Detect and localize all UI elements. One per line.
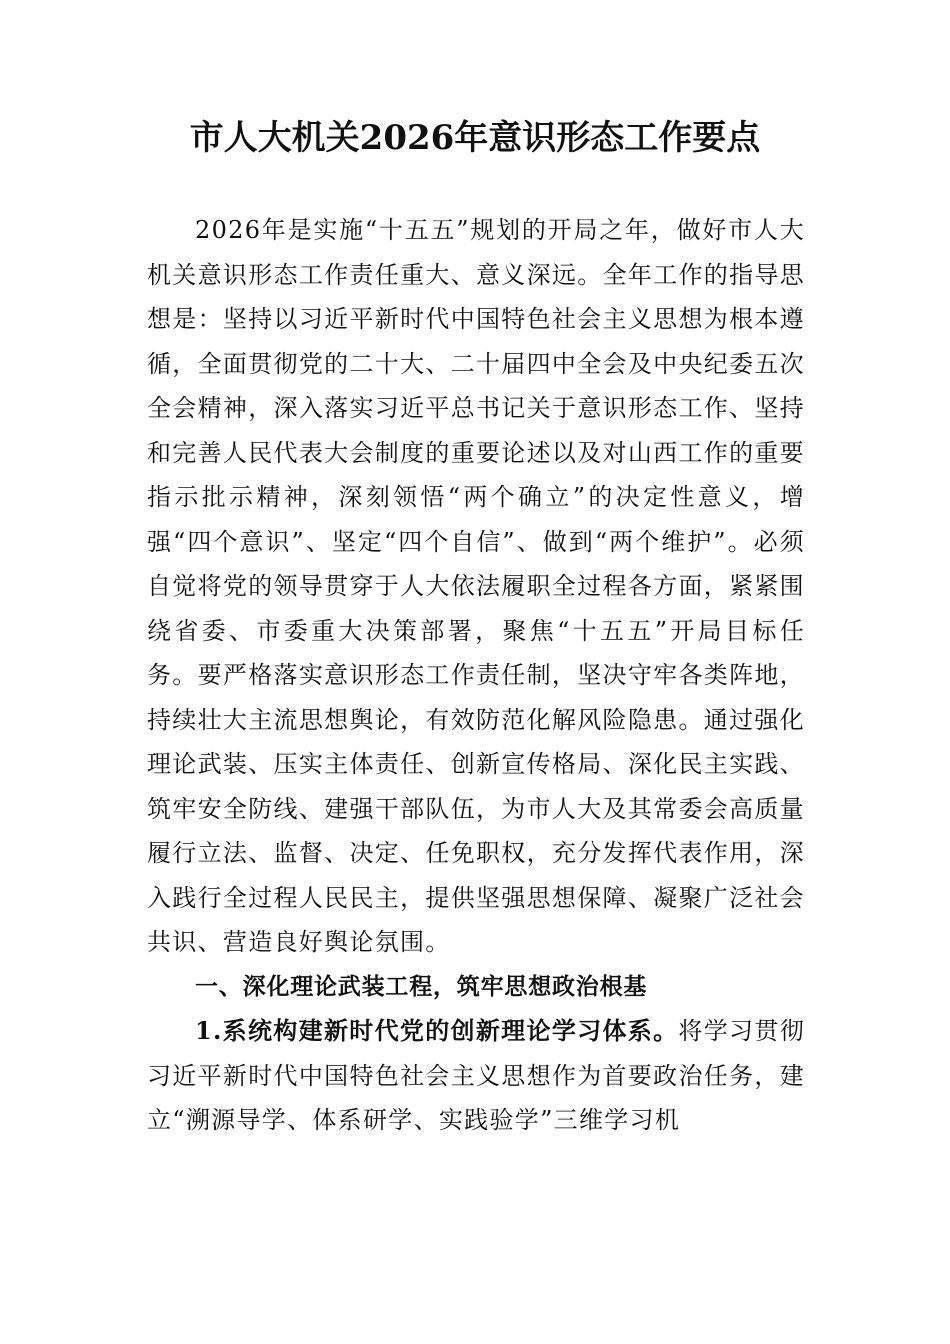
item-text-1: 将学习贯彻习近平新时代中国特色社会主义思想作为首要政治任务，建立“溯源导学、体系研学、实践验学”三维学习机: [147, 1017, 805, 1134]
item-paragraph-1: [147, 1009, 805, 1143]
item-lead-1: 1.系统构建新时代党的创新理论学习体系。: [195, 1016, 679, 1045]
document-title: 市人大机关2026年意识形态工作要点: [189, 118, 761, 158]
document-body: [147, 208, 805, 1143]
section-heading-1: 一、深化理论武装工程，筑牢思想政治根基: [195, 973, 648, 1000]
intro-paragraph: 2026年是实施“十五五”规划的开局之年，做好市人大机关意识形态工作责任重大、意义深远。全年工作的指导思想是：坚持以习近平新时代中国特色社会主义思想为根本遵循，全面贯彻党的二十大、二十届四中全会及中央纪委五次全会精神，深入落实习近平总书记关于意识形态工作、坚持和完善人民代表大会制度的重要论述以及对山西工作的重要指示批示精神，深刻领悟“两个确立”的决定性意义，增强“四个意识”、坚定“四个自信”、做到“两个维护”。必须自觉将党的领导贯穿于人大依法履职全过程各方面，紧紧围绕省委、市委重大决策部署，聚焦“十五五”开局目标任务。要严格落实意识形态工作责任制，坚决守牢各类阵地，持续壮大主流思想舆论，有效防范化解风险隐患。通过强化理论武装、压实主体责任、创新宣传格局、深化民主实践、筑牢安全防线、建强干部队伍，为市人大及其常委会高质量履行立法、监督、决定、任免职权，充分发挥代表作用，深入践行全过程人民民主，提供坚强思想保障、凝聚广泛社会共识、营造良好舆论氛围。: [147, 216, 805, 956]
